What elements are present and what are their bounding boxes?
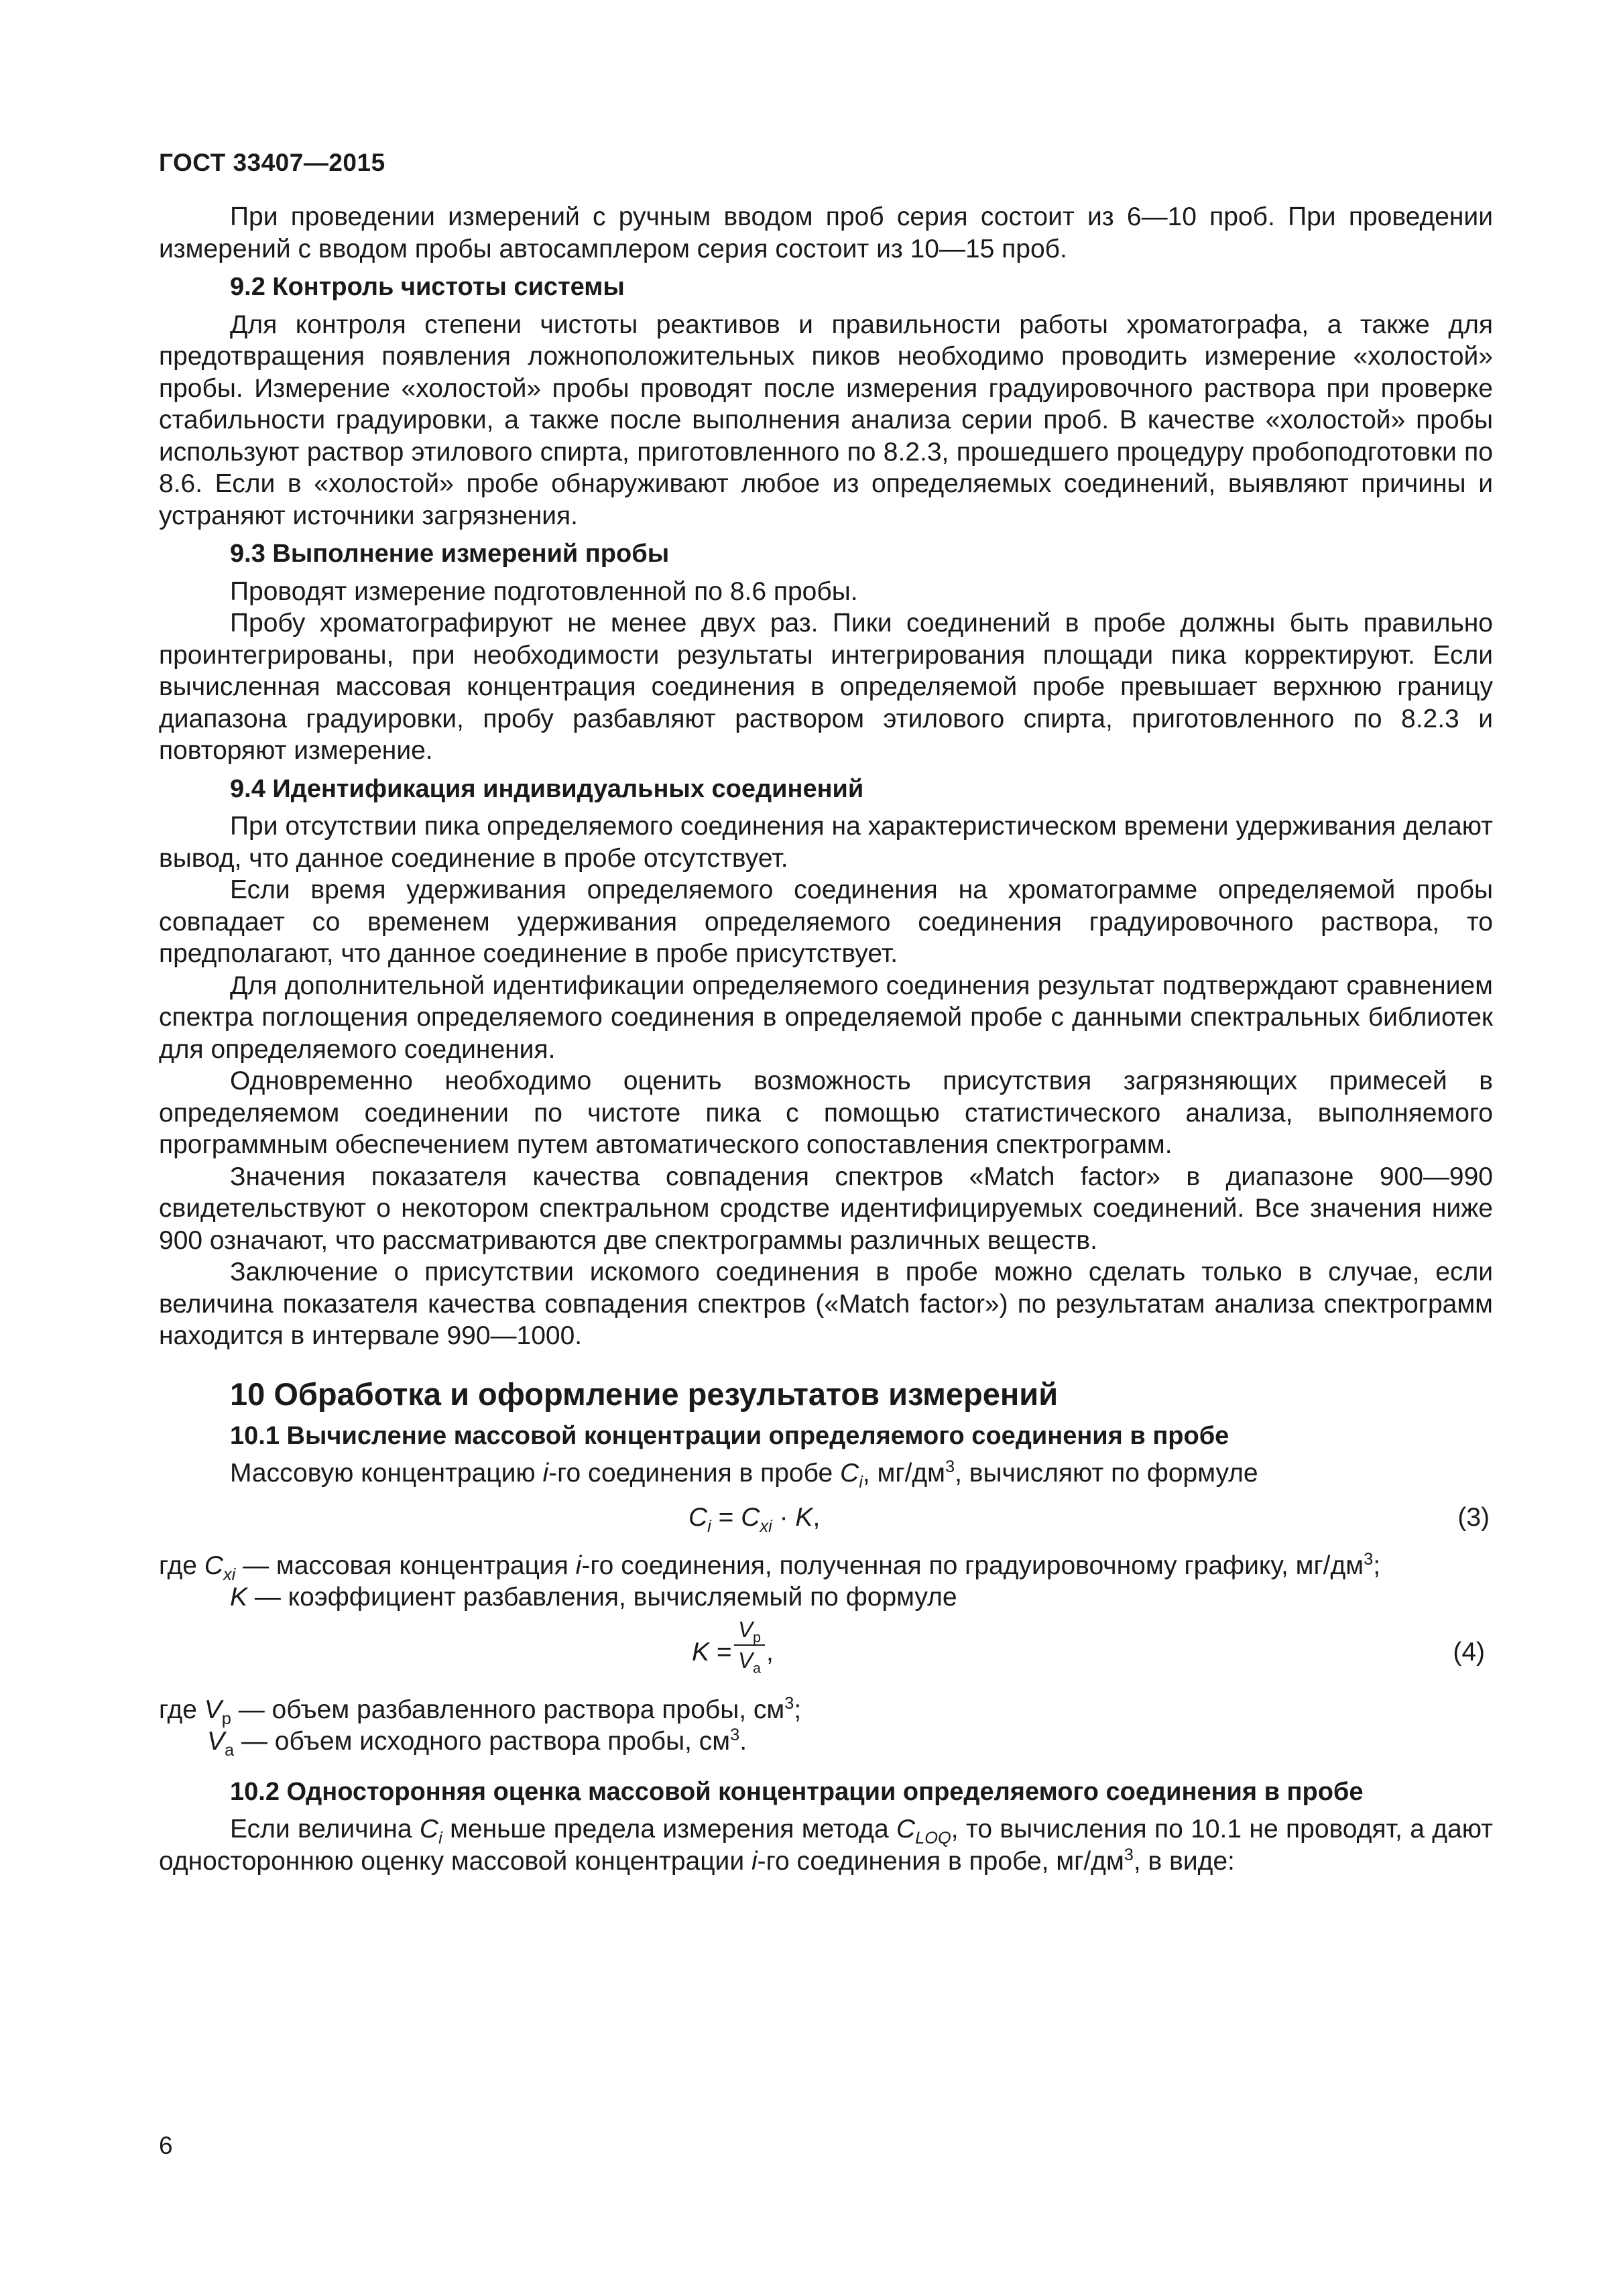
section-heading-10-1: 10.1 Вычисление массовой концентрации определяемого соединения в пробе: [230, 1421, 1229, 1450]
where-va: $V_а$ — объем исходного раствора пробы, $см^3$.: [207, 1726, 747, 1760]
formula-4-fraction: [734, 1616, 765, 1677]
document-header: ГОСТ 33407—2015: [159, 149, 385, 176]
paragraph-10-1: Массовую концентрацию i-го соединения в пробе $C_i$, $мг/дм^3$, вычисляют по формуле: [230, 1457, 1258, 1492]
paragraph-9-4f: Заключение о присутствии искомого соединения в пробе можно сделать только в случае, если величина показателя качества совпадения спектров («Match factor») по результатам анализа спектрограмм находится в интервале 990—1000.: [159, 1258, 1493, 1350]
formula-4-lhs: K =: [692, 1637, 732, 1667]
paragraph-9-4b: Если время удерживания определяемого соединения на хроматограмме определяемой пробы совпадает со временем удерживания определяемого соединения градуировочного раствора, то предполагают, что данное соединение в пробе присутствует.: [159, 875, 1493, 968]
paragraph-9-3b: Пробу хроматографируют не менее двух раз. Пики соединений в пробе должны быть правильно проинтегрированы, при необходимости результаты интегрирования площади пика корректируют. Если вычисленная массовая концентрация соединения в определяемой пробе превышает верхнюю границу диапазона градуировки, пробу разбавляют раствором этилового спирта, приготовленного по 8.2.3 и повторяют измерение.: [159, 609, 1493, 765]
document-body: [159, 201, 1493, 1877]
paragraph-9-4e: Значения показателя качества совпадения спектров «Match factor» в диапазоне 900—990 свидетельствуют о некотором спектральном сродстве идентифицируемых соединений. Все значения ниже 900 означают, что рассматриваются две спектрограммы различных веществ.: [159, 1162, 1493, 1255]
where-cxi: где $C_{xi}$ — массовая концентрация i-го соединения, полученная по градуировочному графику, $мг/дм^3$;: [159, 1549, 1381, 1584]
formula-3: [159, 1490, 1493, 1550]
where-k: K — коэффициент разбавления, вычисляемый по формуле: [230, 1583, 957, 1612]
paragraph-9-2: Для контроля степени чистоты реактивов и правильности работы хроматографа, а также для предотвращения появления ложноположительных пиков необходимо проводить измерение «холостой» пробы. Измерение «холостой» пробы проводят после измерения градуировочного раствора при проверке стабильности градуировки, а также после выполнения анализа серии проб. В качестве «холостой» пробы используют раствор этилового спирта, приготовленного по 8.2.3, прошедшего процедуру пробоподготовки по 8.6. Если в «холостой» пробе обнаруживают любое из определяемых соединений, выявляют причины и устраняют источники загрязнения.: [159, 310, 1493, 530]
formula-3-expression: $C_i = C_{xi} \cdot K$,: [688, 1502, 821, 1536]
section-heading-9-4: 9.4 Идентификация индивидуальных соединений: [230, 774, 864, 803]
fraction-numerator: $V_р$: [738, 1616, 761, 1646]
section-heading-10: 10 Обработка и оформление результатов измерений: [230, 1376, 1059, 1412]
section-heading-9-3: 9.3 Выполнение измерений пробы: [230, 540, 670, 568]
formula-4-number: (4): [1453, 1637, 1485, 1667]
fraction-denominator: $V_а$: [738, 1647, 761, 1677]
formula-3-number: (3): [1457, 1502, 1490, 1532]
paragraph-9-4a: При отсутствии пика определяемого соединения на характеристическом времени удерживания делают вывод, что данное соединение в пробе отсутствует.: [159, 812, 1493, 873]
section-heading-9-2: 9.2 Контроль чистоты системы: [230, 273, 625, 301]
page-number: 6: [159, 2132, 173, 2159]
paragraph-10-2: Если величина $C_i$ меньше предела измерения метода $C_{LOQ}$, то вычисления по 10.1 не проводят, а дают одностороннюю оценку массовой концентрации i-го соединения в пробе, $мг/дм^3$, в виде:: [159, 1815, 1493, 1876]
paragraph-9-4c: Для дополнительной идентификации определяемого соединения результат подтверждают сравнением спектра поглощения определяемого соединения в определяемой пробе с данными спектральных библиотек для определяемого соединения.: [159, 971, 1493, 1064]
where-vp: где $V_р$ — объем разбавленного раствора пробы, $см^3$;: [159, 1693, 802, 1728]
section-heading-10-2: 10.2 Односторонняя оценка массовой концентрации определяемого соединения в пробе: [230, 1777, 1364, 1806]
paragraph-9-4d: Одновременно необходимо оценить возможность присутствия загрязняющих примесей в определяемом соединении по чистоте пика с помощью статистического анализа, выполняемого программным обеспечением путем автоматического сопоставления спектрограмм.: [159, 1067, 1493, 1159]
fraction-bar: [734, 1644, 765, 1646]
formula-4: K = $V_р$ $V_а$ , (4): [692, 1616, 1485, 1677]
paragraph-9-3a: Проводят измерение подготовленной по 8.6 пробы.: [230, 577, 858, 606]
paragraph-intro: При проведении измерений с ручным вводом проб серия состоит из 6—10 проб. При проведении измерений с вводом пробы автосамплером серия состоит из 10—15 проб.: [159, 202, 1493, 263]
